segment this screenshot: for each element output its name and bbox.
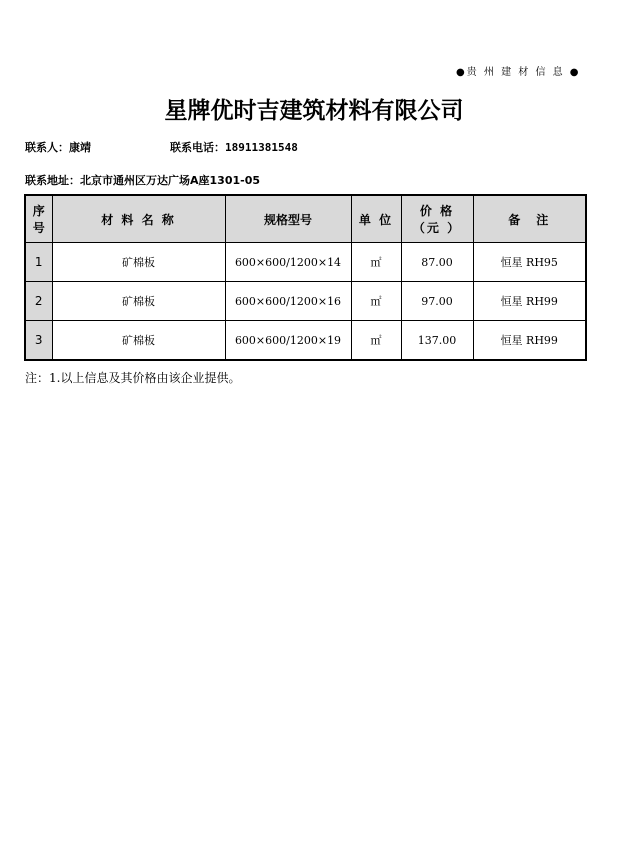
header-price [401, 195, 473, 243]
cell-price: 97.00 [401, 282, 473, 321]
contact-phone-label: 联系电话： [170, 141, 225, 154]
cell-index: 3 [25, 321, 52, 361]
header-unit: 单 位 [351, 195, 401, 243]
contact-address [25, 172, 260, 188]
footnote: 注：1.以上信息及其价格由该企业提供。 [25, 371, 241, 385]
cell-index: 2 [25, 282, 52, 321]
cell-name: 矿棉板 [52, 243, 225, 282]
cell-remark: 恒星 RH99 [473, 321, 586, 361]
cell-name: 矿棉板 [52, 321, 225, 361]
page-title: 星牌优时吉建筑材料有限公司 [164, 98, 464, 124]
cell-spec: 600×600/1200×19 [225, 321, 351, 361]
cell-remark: 恒星 RH99 [473, 282, 586, 321]
table-header-row [25, 195, 586, 243]
contact-person [25, 139, 91, 155]
cell-spec: 600×600/1200×14 [225, 243, 351, 282]
header-remark: 备 注 [473, 195, 586, 243]
cell-price: 87.00 [401, 243, 473, 282]
contact-address-label: 联系地址： [25, 174, 80, 187]
price-table [24, 194, 587, 361]
cell-remark: 恒星 RH95 [473, 243, 586, 282]
table-row [25, 243, 586, 282]
header-name: 材 料 名 称 [52, 195, 225, 243]
cell-unit: ㎡ [351, 282, 401, 321]
header-spec: 规格型号 [225, 195, 351, 243]
cell-spec: 600×600/1200×16 [225, 282, 351, 321]
contact-phone-value: 18911381548 [225, 141, 298, 154]
source-label: ●贵 州 建 材 信 息 ● [456, 67, 581, 78]
cell-index: 1 [25, 243, 52, 282]
cell-name: 矿棉板 [52, 282, 225, 321]
header-price-line2: （元 ） [412, 221, 462, 235]
table-row [25, 321, 586, 361]
cell-unit: ㎡ [351, 243, 401, 282]
cell-price: 137.00 [401, 321, 473, 361]
cell-unit: ㎡ [351, 321, 401, 361]
contact-person-label: 联系人： [25, 141, 69, 154]
contact-address-value: 北京市通州区万达广场A座1301-05 [80, 174, 261, 187]
header-index: 序号 [25, 195, 52, 243]
contact-person-value: 康靖 [69, 141, 91, 154]
contact-phone [170, 139, 298, 155]
header-price-line1: 价 格 [419, 204, 455, 218]
table-row [25, 282, 586, 321]
